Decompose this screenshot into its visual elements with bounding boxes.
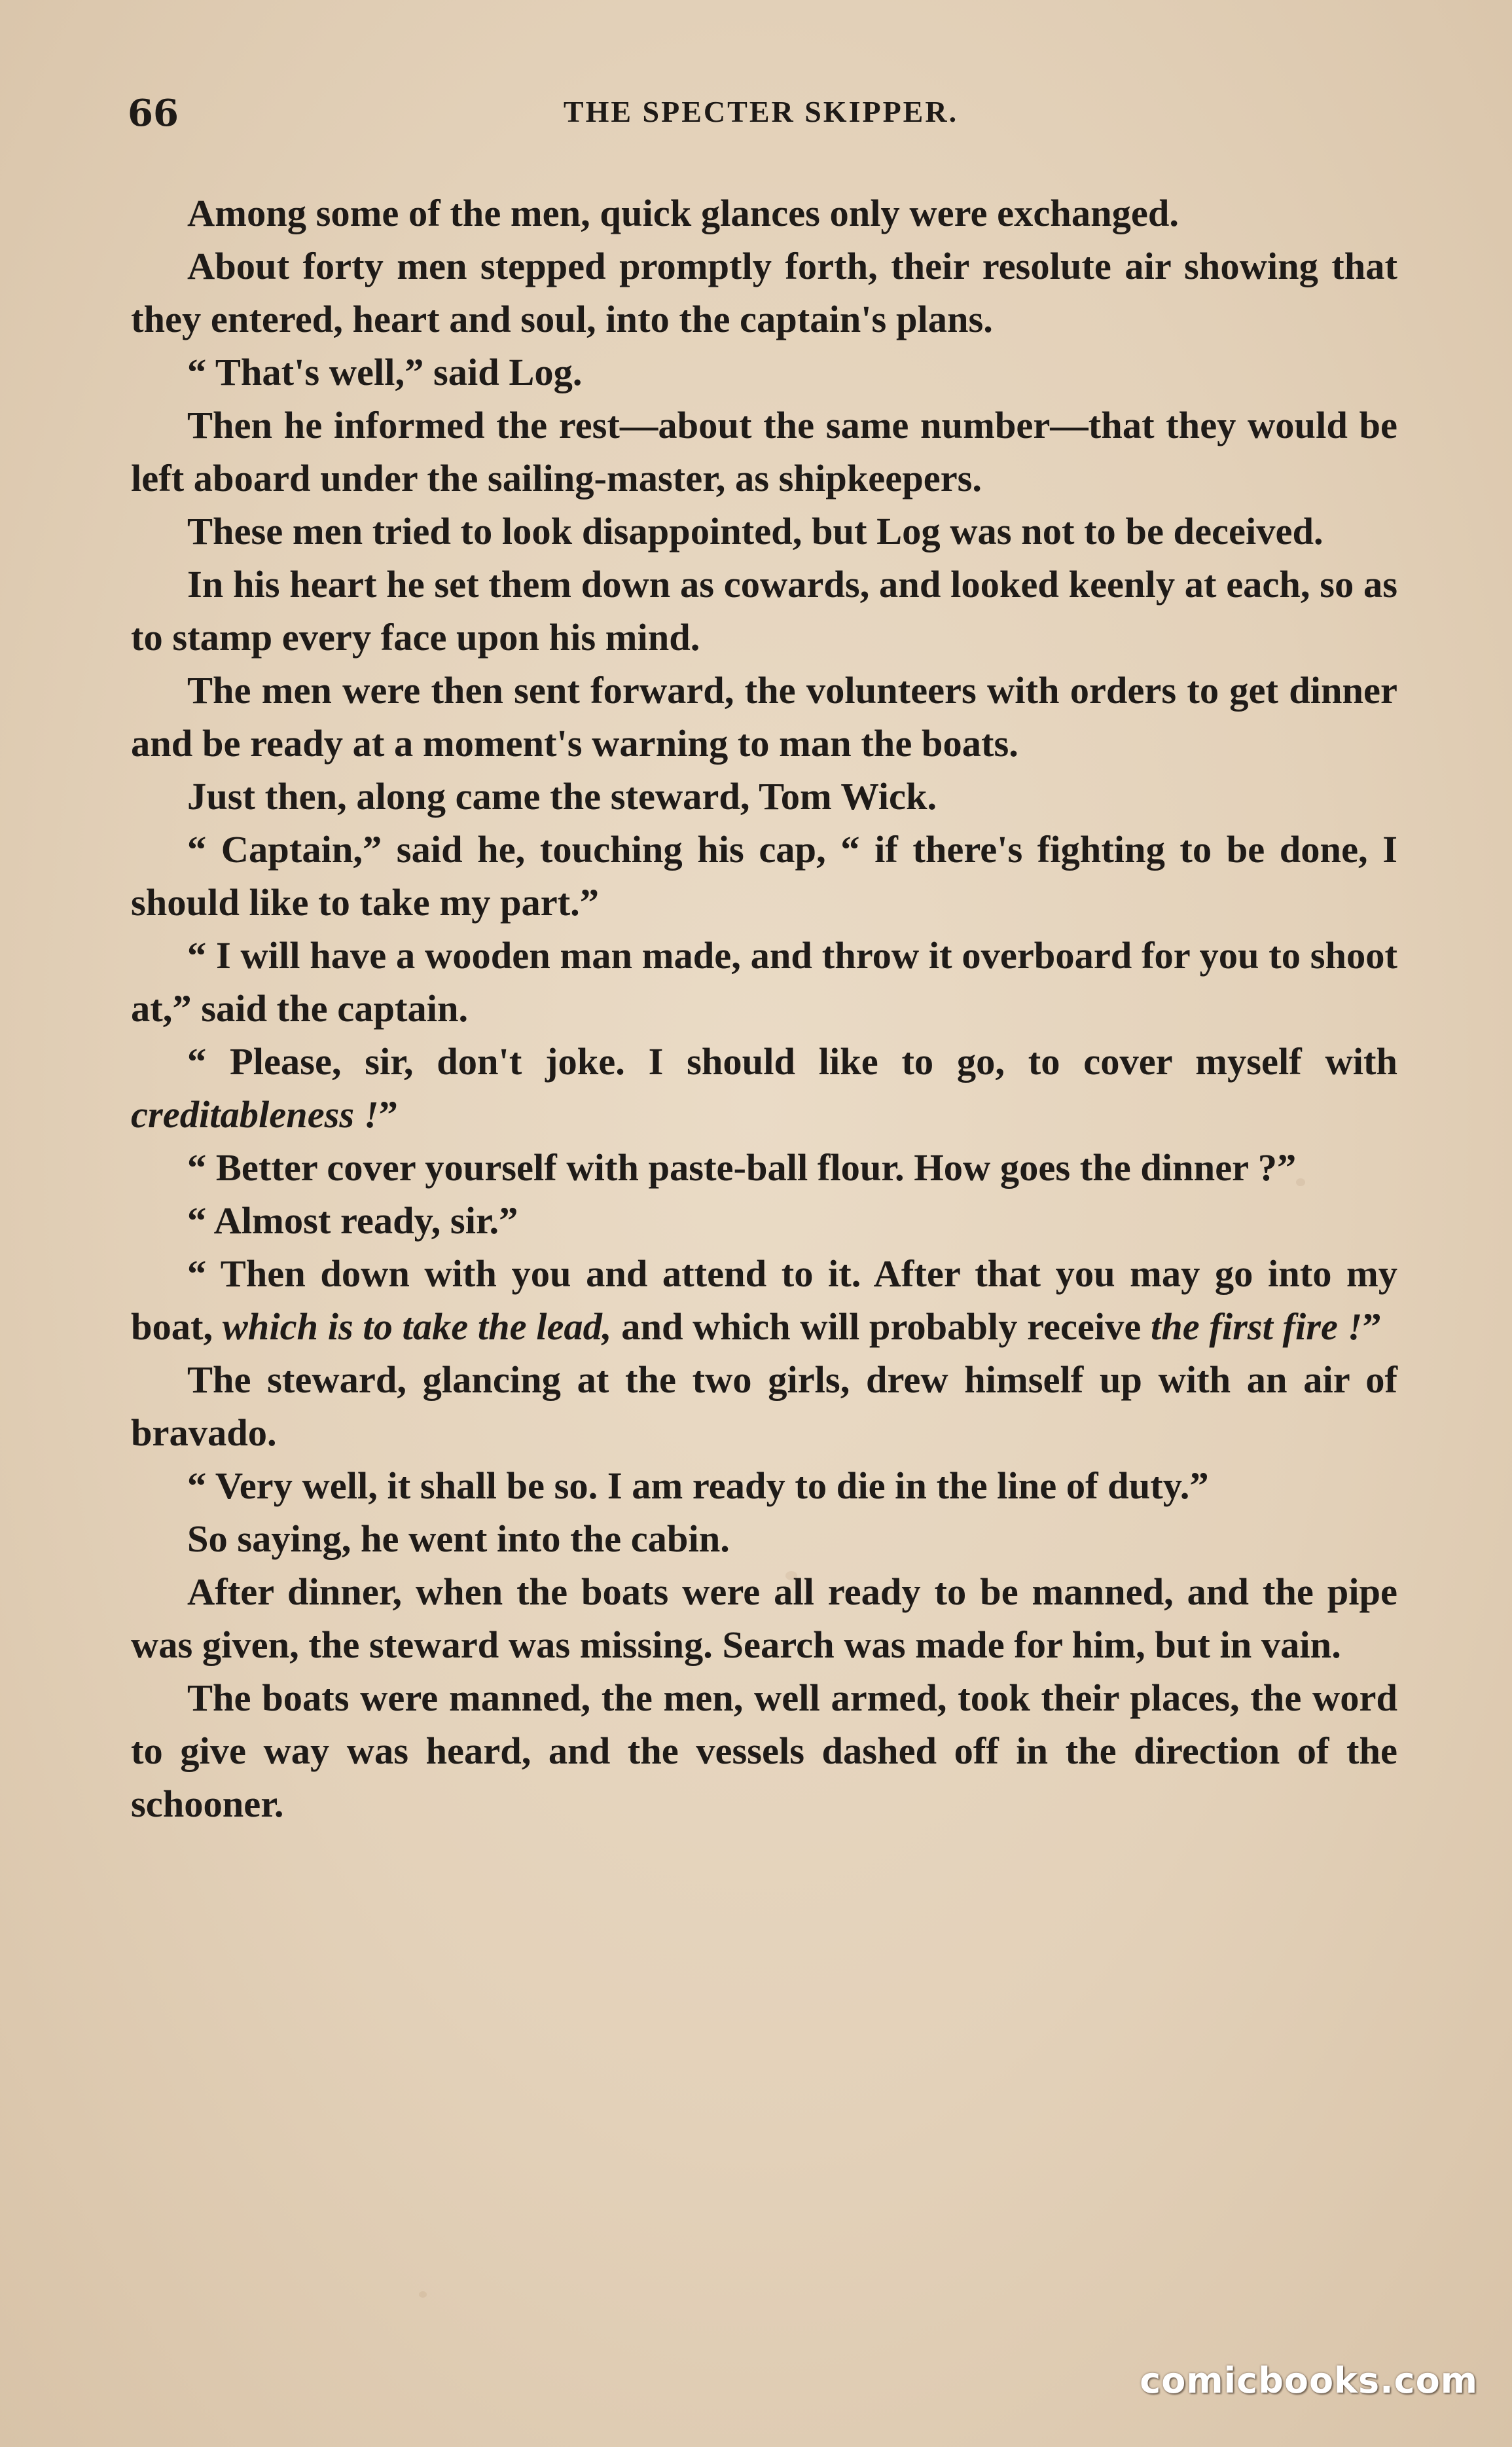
italic-text: creditableness ! [131, 1093, 379, 1136]
paragraph-text: ” [378, 1093, 398, 1136]
paragraph: These men tried to look disappointed, but Log was not to be deceived. [187, 510, 1323, 553]
paragraph: The boats were manned, the men, well armed, took their places, the word to give way was heard, and the vessels dashed off in the direction of the schooner. [131, 1677, 1397, 1825]
paragraph: The men were then sent forward, the volunteers with orders to get dinner and be ready at a moment's warning to man the boats. [131, 669, 1397, 765]
paragraph: Among some of the men, quick glances only were exchanged. [187, 192, 1179, 234]
paragraph [131, 1247, 1397, 1353]
paragraph: “ Almost ready, sir.” [187, 1199, 518, 1242]
page-header [128, 92, 1394, 137]
paragraph: The steward, glancing at the two girls, drew himself up with an air of bravado. [131, 1358, 1397, 1454]
italic-text: which is to take the lead, [222, 1305, 612, 1348]
paragraph-text: and which will probably receive [611, 1305, 1151, 1348]
paper-stain [419, 2291, 427, 2298]
paragraph: “ Captain,” said he, touching his cap, “ if there's fighting to be done, I should like to take my part.” [131, 828, 1397, 924]
italic-text: the first fire ! [1150, 1305, 1363, 1348]
paragraph: “ That's well,” said Log. [187, 351, 583, 393]
paragraph [131, 1035, 1397, 1141]
paragraph: “ Very well, it shall be so. I am ready to die in the line of duty.” [187, 1464, 1209, 1507]
paragraph-text: “ Then down with you and attend to it. After that you may go into my boat, [131, 1252, 1397, 1348]
body-text [131, 187, 1397, 1830]
paragraph: About forty men stepped promptly forth, their resolute air showing that they entered, heart and soul, into the captain's plans. [131, 245, 1397, 340]
paragraph: “ I will have a wooden man made, and throw it overboard for you to shoot at,” said the captain. [131, 934, 1397, 1030]
paragraph-text: ” [1362, 1305, 1382, 1348]
page-number: 66 [128, 92, 179, 135]
paragraph-text: “ Please, sir, don't joke. I should like to go, to cover myself with [187, 1040, 1397, 1083]
paragraph: “ Better cover yourself with paste-ball flour. How goes the dinner ?” [187, 1146, 1297, 1189]
running-title: THE SPECTER SKIPPER. [563, 95, 959, 128]
paragraph: So saying, he went into the cabin. [187, 1517, 730, 1560]
paragraph: In his heart he set them down as cowards, and looked keenly at each, so as to stamp every face upon his mind. [131, 563, 1397, 659]
paragraph: After dinner, when the boats were all ready to be manned, and the pipe was given, the steward was missing. Search was made for him, but in vain. [131, 1570, 1397, 1666]
paragraph: Just then, along came the steward, Tom Wick. [187, 775, 937, 818]
watermark: comicbooks.com [1140, 2360, 1478, 2401]
paragraph: Then he informed the rest—about the same number—that they would be left aboard under the sailing-master, as shipkeepers. [131, 404, 1397, 499]
